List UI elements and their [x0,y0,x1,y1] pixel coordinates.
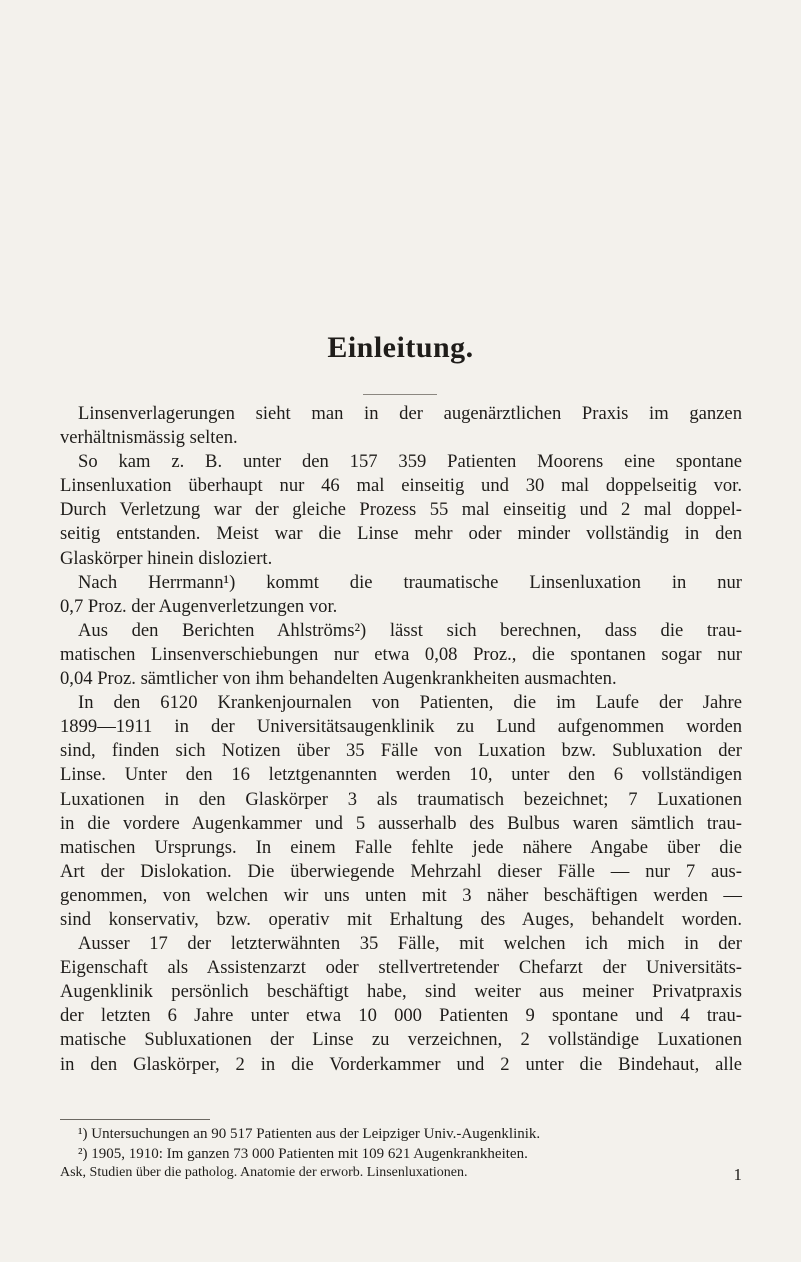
text-line: Luxationen in den Glaskörper 3 als traumatisch bezeichnet; 7 Luxationen [60,788,742,810]
text-line: In den 6120 Krankenjournalen von Patienten, die im Laufe der Jahre [78,692,742,714]
text-line: matischen Ursprungs. In einem Falle fehlte jede nähere Angabe über die [60,836,742,858]
text-line: Augenklinik persönlich beschäftigt habe, sind weiter aus meiner Privatpraxis [60,981,742,1003]
text-line: Art der Dislokation. Die überwiegende Mehrzahl dieser Fälle — nur 7 aus- [60,860,742,882]
text-line: Aus den Berichten Ahlströms²) lässt sich berechnen, dass die trau- [78,619,742,641]
text-line: Glaskörper hinein disloziert. [60,547,273,569]
text-line: verhältnismässig selten. [60,427,238,449]
text-line: Ausser 17 der letzterwähnten 35 Fälle, mit welchen ich mich in der [78,933,742,955]
body-text [60,402,742,1077]
footnote: ²) 1905, 1910: Im ganzen 73 000 Patienten mit 109 621 Augenkrankheiten. [78,1146,528,1162]
text-line: seitig entstanden. Meist war die Linse mehr oder minder vollständig in den [60,523,742,545]
text-line: Linsenluxation überhaupt nur 46 mal einseitig und 30 mal doppelseitig vor. [60,475,742,497]
page-number: 1 [733,1165,742,1184]
footnote-rule [60,1119,210,1120]
paragraph [60,450,742,570]
heading-rule [363,394,437,395]
footnote: ¹) Untersuchungen an 90 517 Patienten aus der Leipziger Univ.-Augenklinik. [78,1126,541,1142]
text-line: 0,04 Proz. sämtlicher von ihm behandelten Augenkrankheiten ausmachten. [60,668,617,690]
text-line: 0,7 Proz. der Augenverletzungen vor. [60,595,338,617]
text-line: genommen, von welchen wir uns unten mit 3 näher beschäftigen werden — [60,884,742,906]
paragraph [60,402,742,450]
text-line: Linse. Unter den 16 letztgenannten werden 10, unter den 6 vollständigen [60,764,742,786]
running-footer-text: Ask, Studien über die patholog. Anatomie der erworb. Linsenluxationen. [60,1165,468,1180]
text-line: Linsenverlagerungen sieht man in der augenärztlichen Praxis im ganzen [78,403,742,424]
text-line: 1899—1911 in der Universitätsaugenklinik zu Lund aufgenommen worden [60,716,742,738]
text-line: in die vordere Augenkammer und 5 ausserhalb des Bulbus waren sämtlich trau- [60,812,742,834]
paragraph [60,619,742,691]
paragraph [60,932,742,1077]
text-line: der letzten 6 Jahre unter etwa 10 000 Patienten 9 spontane und 4 trau- [60,1005,742,1027]
paragraph [60,571,742,619]
text-line: in den Glaskörper, 2 in die Vorderkammer und 2 unter die Bindehaut, alle [60,1053,742,1075]
text-line: Nach Herrmann¹) kommt die traumatische Linsenluxation in nur [78,571,742,593]
text-line: matischen Linsenverschiebungen nur etwa 0,08 Proz., die spontanen sogar nur [60,643,742,665]
paragraph [60,691,742,932]
text-line: sind konservativ, bzw. operativ mit Erhaltung des Auges, behandelt worden. [60,908,742,930]
footnotes [60,1124,742,1164]
text-line: sind, finden sich Notizen über 35 Fälle von Luxation bzw. Subluxation der [60,740,742,762]
running-footer [60,1165,742,1185]
text-line: So kam z. B. unter den 157 359 Patienten Moorens eine spontane [78,451,742,473]
text-line: Durch Verletzung war der gleiche Prozess 55 mal einseitig und 2 mal doppel- [60,499,742,521]
text-line: Eigenschaft als Assistenzarzt oder stellvertretender Chefarzt der Universitäts- [60,957,742,979]
text-line: matische Subluxationen der Linse zu verzeichnen, 2 vollständige Luxationen [60,1029,742,1051]
chapter-heading: Einleitung. [327,331,474,364]
